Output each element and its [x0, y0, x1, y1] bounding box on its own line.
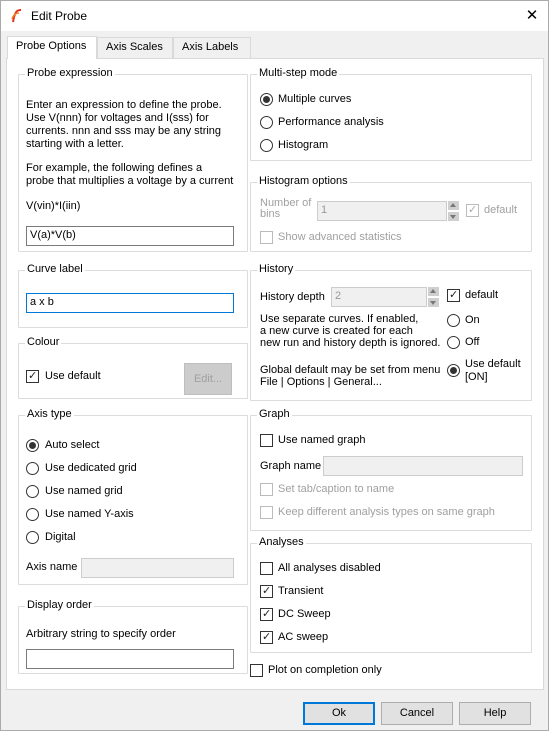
- transient-checkbox[interactable]: [260, 585, 273, 598]
- probe-expression-group: [18, 67, 248, 252]
- group-title: Graph: [259, 408, 290, 420]
- display-order-group: [18, 599, 248, 674]
- title-bar: [1, 1, 548, 31]
- ok-label: Ok: [331, 707, 347, 719]
- spin-up-icon[interactable]: [428, 287, 439, 296]
- keep-different-analysis-label: Keep different analysis types on same graph: [278, 506, 495, 518]
- example-line: For example, the following defines a: [26, 162, 203, 174]
- analysis-label: AC sweep: [278, 631, 329, 643]
- radio-label: Auto select: [45, 439, 100, 451]
- help-label: Help: [483, 707, 507, 719]
- radio-multiple-curves[interactable]: [260, 93, 273, 106]
- bins-label: bins: [260, 208, 281, 220]
- analysis-label: Transient: [278, 585, 324, 597]
- cancel-button[interactable]: [381, 702, 453, 725]
- graph-name-label: Graph name: [260, 460, 322, 472]
- description-line: Enter an expression to define the probe.: [26, 99, 222, 111]
- axis-name-input[interactable]: [81, 558, 234, 578]
- group-title: Analyses: [259, 536, 304, 548]
- show-advanced-stats-checkbox[interactable]: [260, 231, 273, 244]
- description-line: Use V(nnn) for voltages and I(sss) for: [26, 112, 209, 124]
- description-line: starting with a letter.: [26, 138, 124, 150]
- radio-label: Use named grid: [45, 485, 123, 497]
- group-title: History: [259, 263, 294, 275]
- plot-on-completion-label: Plot on completion only: [268, 664, 382, 676]
- set-tab-caption-label: Set tab/caption to name: [278, 483, 395, 495]
- use-default-colour-label: Use default: [45, 370, 101, 382]
- example-expression: V(vin)*I(iin): [26, 200, 81, 212]
- bins-default-checkbox[interactable]: [466, 204, 479, 217]
- edit-colour-button[interactable]: Edit...: [184, 363, 232, 395]
- radio-label: Performance analysis: [278, 116, 384, 128]
- use-named-graph-checkbox[interactable]: [260, 434, 273, 447]
- colour-group: [18, 336, 248, 399]
- history-group: [250, 263, 532, 401]
- bins-input[interactable]: 1: [317, 201, 447, 221]
- group-title: Display order: [27, 599, 92, 611]
- radio-label: On: [465, 314, 480, 326]
- analyses-group: [250, 536, 532, 653]
- analysis-label: All analyses disabled: [278, 562, 381, 574]
- all-analyses-disabled-checkbox[interactable]: [260, 562, 273, 575]
- histogram-options-group: [250, 175, 532, 252]
- radio-label: Use default: [465, 358, 521, 370]
- radio-use-named-y-axis[interactable]: [26, 508, 39, 521]
- radio-label: Multiple curves: [278, 93, 352, 105]
- radio-label: [ON]: [465, 371, 488, 383]
- tab-axis-scales[interactable]: Axis Scales: [97, 37, 173, 58]
- graph-name-input[interactable]: [323, 456, 523, 476]
- set-tab-caption-checkbox[interactable]: [260, 483, 273, 496]
- global-default-line: File | Options | General...: [260, 376, 382, 388]
- help-button[interactable]: [459, 702, 531, 725]
- bins-default-label: default: [484, 204, 518, 216]
- graph-group: [250, 408, 532, 531]
- display-order-label: Arbitrary string to specify order: [26, 628, 176, 640]
- radio-label: Use named Y-axis: [45, 508, 134, 520]
- description-line: currents. nnn and sss may be any string: [26, 125, 222, 137]
- group-title: Multi-step mode: [259, 67, 338, 79]
- show-advanced-stats-label: Show advanced statistics: [278, 231, 402, 243]
- history-depth-input[interactable]: 2: [331, 287, 427, 307]
- spin-up-icon[interactable]: [448, 201, 459, 210]
- radio-history-off[interactable]: [447, 336, 460, 349]
- group-title: Axis type: [27, 408, 72, 420]
- radio-history-use-default[interactable]: [447, 364, 460, 377]
- plot-on-completion-checkbox[interactable]: [250, 664, 263, 677]
- ok-button[interactable]: [303, 702, 375, 725]
- radio-performance-analysis[interactable]: [260, 116, 273, 129]
- separate-curves-line: Use separate curves. If enabled,: [260, 313, 419, 325]
- radio-use-named-grid[interactable]: [26, 485, 39, 498]
- analysis-label: DC Sweep: [278, 608, 331, 620]
- app-icon: [9, 8, 25, 24]
- history-default-label: default: [465, 289, 499, 301]
- close-button[interactable]: [516, 1, 548, 31]
- group-title: Probe expression: [27, 67, 113, 79]
- radio-label: Off: [465, 336, 480, 348]
- ac-sweep-checkbox[interactable]: [260, 631, 273, 644]
- separate-curves-line: new run and history depth is ignored.: [260, 337, 441, 349]
- display-order-input[interactable]: [26, 649, 234, 669]
- bins-label: Number of: [260, 197, 312, 209]
- history-default-checkbox[interactable]: [447, 289, 460, 302]
- use-default-colour-checkbox[interactable]: [26, 370, 39, 383]
- probe-expression-input[interactable]: V(a)*V(b): [26, 226, 234, 246]
- group-title: Curve label: [27, 263, 83, 275]
- radio-label: Digital: [45, 531, 76, 543]
- close-icon: ✕: [525, 7, 539, 24]
- history-depth-label: History depth: [260, 291, 325, 303]
- use-named-graph-label: Use named graph: [278, 434, 366, 446]
- axis-type-group: [18, 408, 248, 585]
- radio-label: Histogram: [278, 139, 329, 151]
- window-title: Edit Probe: [31, 9, 88, 23]
- multistep-mode-group: [250, 67, 532, 161]
- probe-options-panel: [6, 58, 544, 690]
- spin-down-icon[interactable]: [428, 298, 439, 307]
- separate-curves-line: a new curve is created for each: [260, 325, 413, 337]
- tab-axis-labels[interactable]: Axis Labels: [173, 37, 251, 58]
- group-title: Histogram options: [259, 175, 348, 187]
- curve-label-input[interactable]: a x b: [26, 293, 234, 313]
- dc-sweep-checkbox[interactable]: [260, 608, 273, 621]
- group-title: Colour: [27, 336, 60, 348]
- global-default-line: Global default may be set from menu: [260, 364, 441, 376]
- radio-label: Use dedicated grid: [45, 462, 137, 474]
- radio-digital[interactable]: [26, 531, 39, 544]
- keep-different-analysis-checkbox[interactable]: [260, 506, 273, 519]
- tab-probe-options[interactable]: Probe Options: [7, 36, 97, 59]
- history-depth-spinner[interactable]: [428, 287, 439, 307]
- radio-use-dedicated-grid[interactable]: [26, 462, 39, 475]
- axis-name-label: Axis name: [26, 561, 78, 573]
- radio-auto-select[interactable]: [26, 439, 39, 452]
- curve-label-group: [18, 263, 248, 328]
- radio-history-on[interactable]: [447, 314, 460, 327]
- radio-histogram[interactable]: [260, 139, 273, 152]
- bins-spinner[interactable]: [448, 201, 459, 221]
- example-line: probe that multiplies a voltage by a current: [26, 175, 234, 187]
- spin-down-icon[interactable]: [448, 212, 459, 221]
- cancel-label: Cancel: [399, 707, 435, 719]
